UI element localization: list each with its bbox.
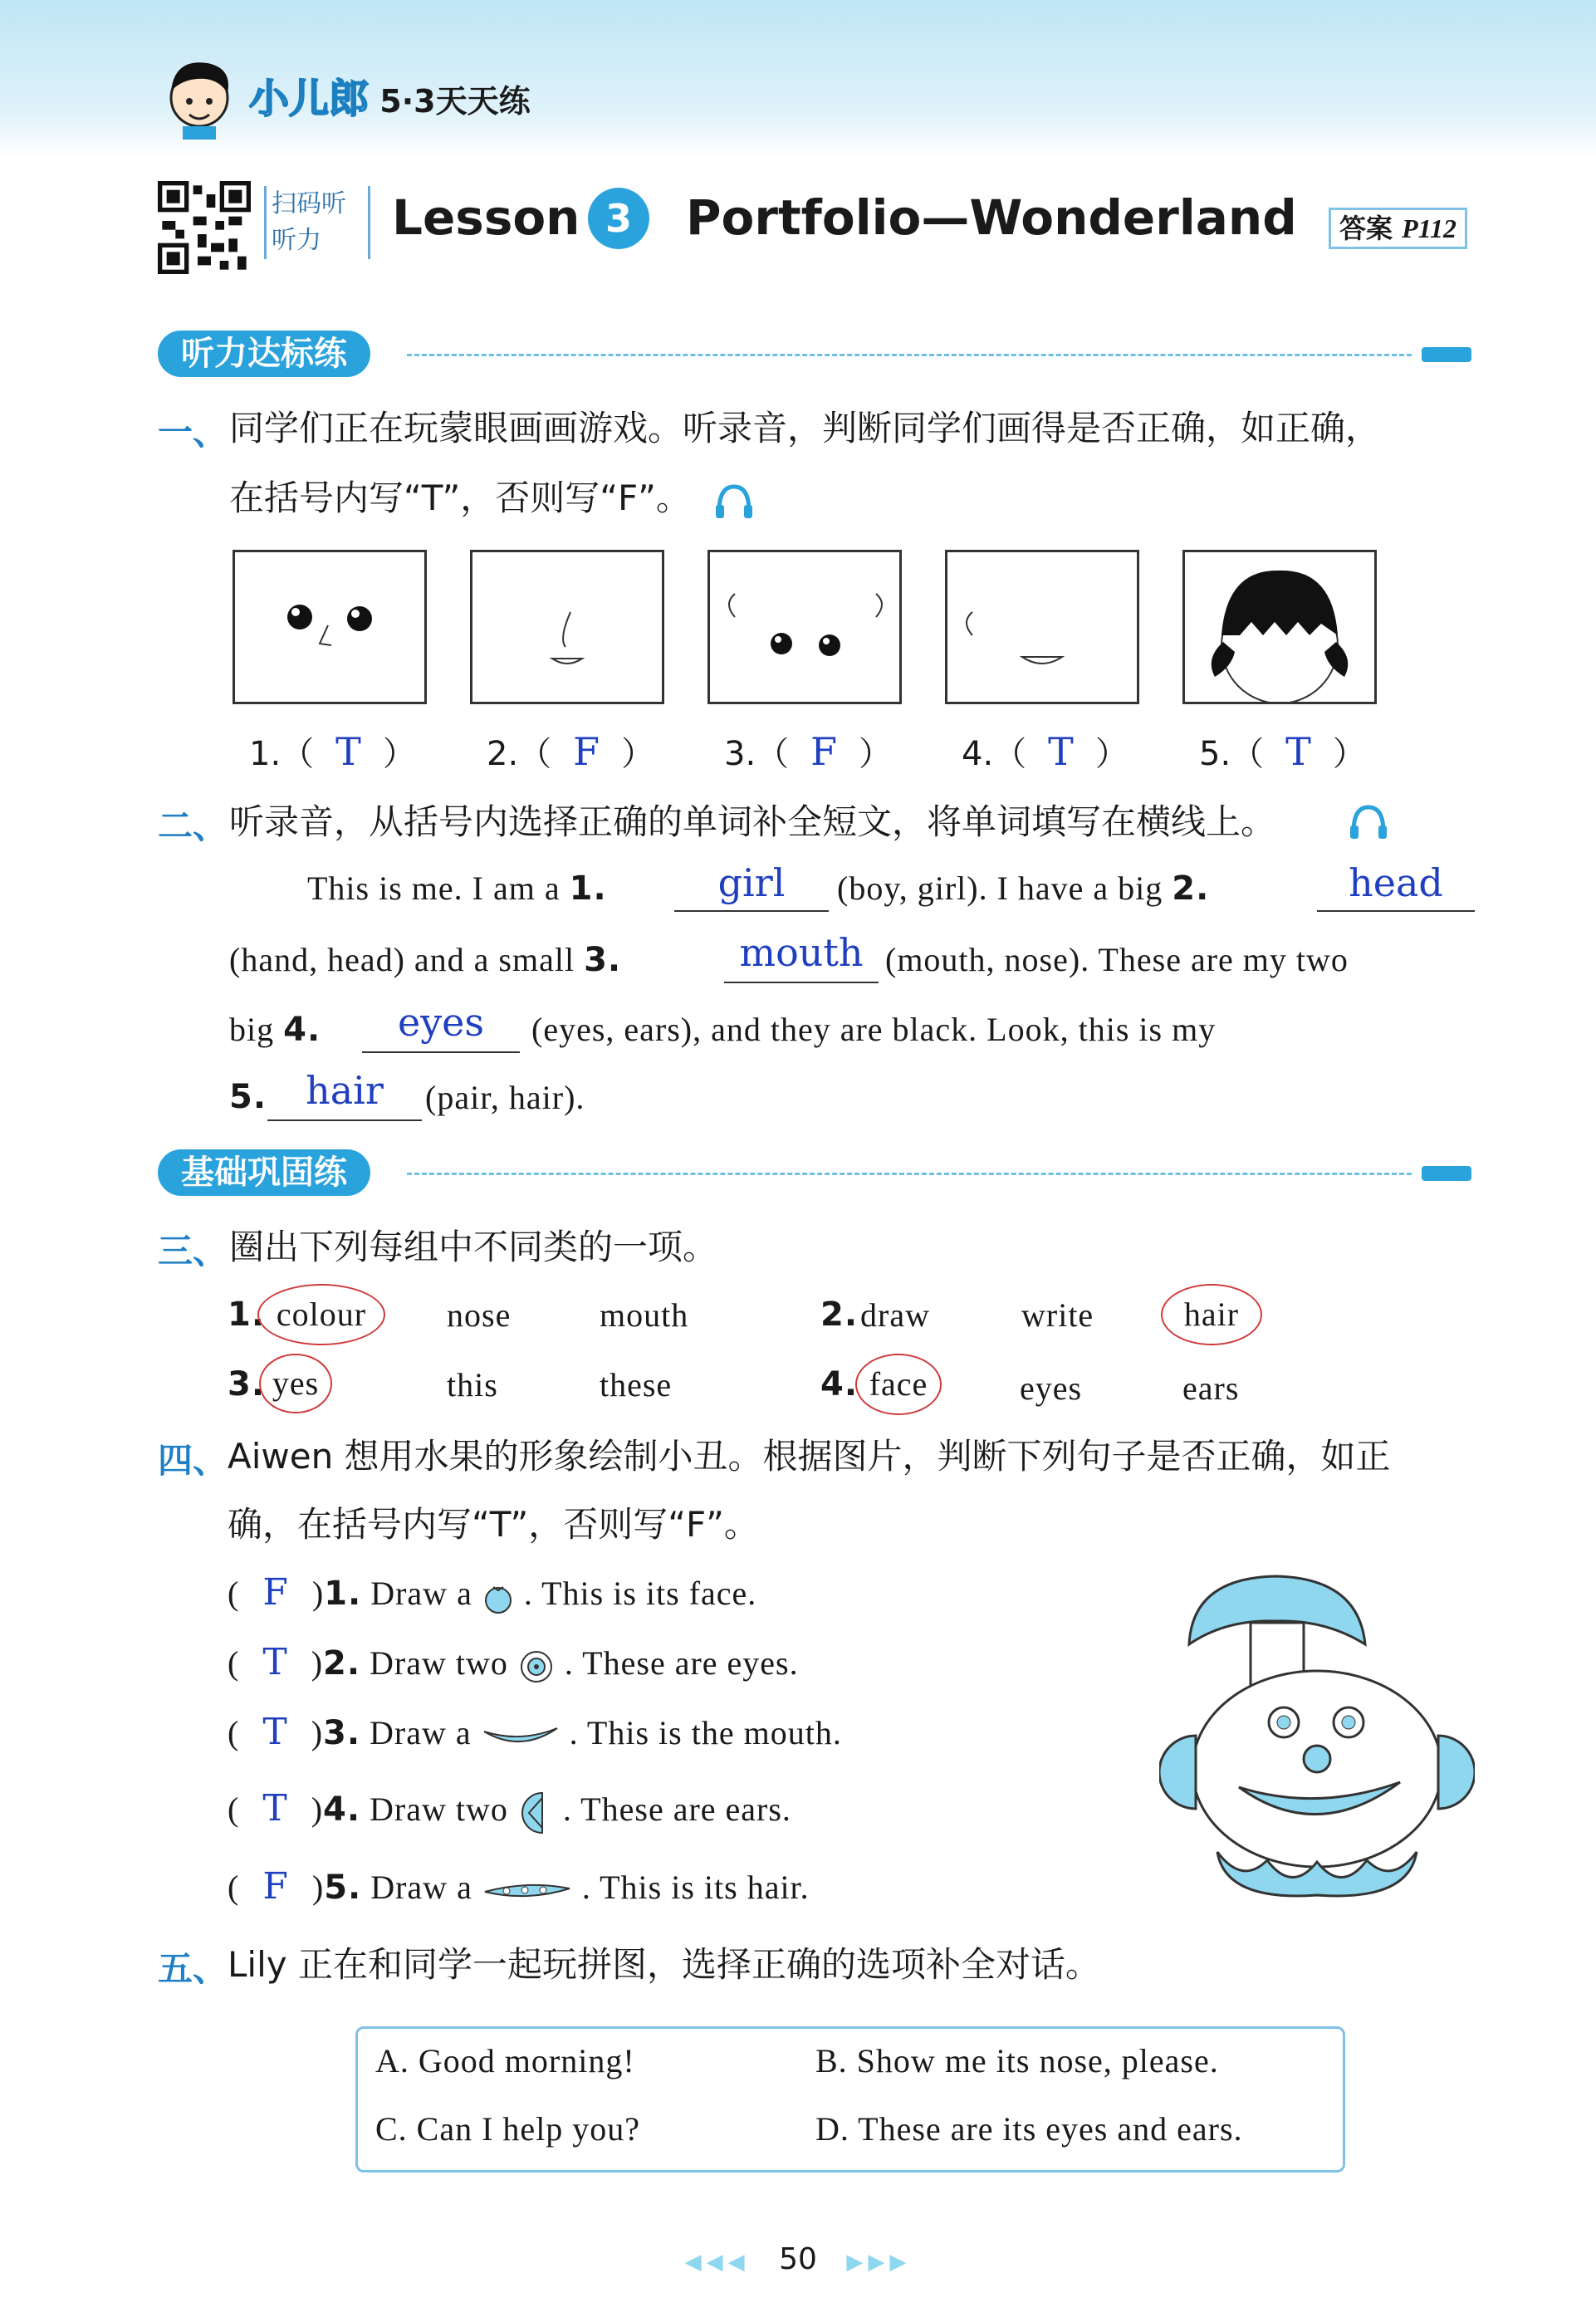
q1-item-3-label: 3.（ xyxy=(724,735,790,773)
blank-4[interactable] xyxy=(362,1000,520,1053)
blank-3[interactable] xyxy=(724,930,879,983)
brand-sub: 5·3天天练 xyxy=(379,83,531,120)
lesson-title: Portfolio—Wonderland xyxy=(686,189,1297,246)
passage-line-2-start xyxy=(229,940,621,979)
q4-item-text: . This is its hair. xyxy=(581,1869,810,1906)
q3-group-1-word-circled[interactable]: colour xyxy=(257,1284,385,1345)
q3-group-1-number: 1. xyxy=(228,1296,266,1334)
q4-item-3: ( T )3. Draw a . This is the mouth. xyxy=(228,1711,842,1753)
banana-icon xyxy=(481,1720,561,1753)
passage-line-1-start xyxy=(307,869,607,908)
option-b[interactable]: B. Show me its nose, please. xyxy=(815,2042,1219,2079)
q3-group-4-word[interactable]: eyes xyxy=(1020,1369,1083,1407)
q1-item-3 xyxy=(724,727,892,775)
passage-line-3-start xyxy=(229,1010,321,1049)
right-arrows-icon: ▶▶▶ xyxy=(846,2250,912,2275)
blank-number: 2. xyxy=(1172,869,1210,908)
q4-item-number: 1. xyxy=(324,1575,362,1613)
scan-to-listen-label: 扫码听听力 xyxy=(264,186,370,259)
q3-number: 三、 xyxy=(158,1231,228,1271)
q4-item-number: 3. xyxy=(323,1714,361,1752)
page-number-row xyxy=(0,2242,1596,2276)
face-drawing-3-icon xyxy=(710,552,899,702)
q1-number: 一、 xyxy=(158,412,228,453)
q1-item-3-close: ） xyxy=(859,735,893,773)
q3-instruction: 圈出下列每组中不同类的一项。 xyxy=(229,1227,718,1267)
q3-group-3-number: 3. xyxy=(228,1365,266,1403)
q4-item-4: ( T )4. Draw two . These are ears. xyxy=(228,1787,791,1836)
divider xyxy=(407,1173,1412,1175)
q3-group-2-word-circled[interactable]: hair xyxy=(1161,1284,1262,1345)
q1-item-4-label: 4.（ xyxy=(962,735,1027,773)
blank-5[interactable] xyxy=(267,1068,422,1121)
q1-item-3-answer[interactable]: F xyxy=(810,729,838,774)
answer-page: P112 xyxy=(1402,213,1456,243)
blank-3-answer: mouth xyxy=(739,930,864,975)
blank-1-answer: girl xyxy=(717,860,786,905)
q5-instruction: Lily 正在和同学一起玩拼图，选择正确的选项补全对话。 xyxy=(228,1944,1100,1985)
q3-group-4-word[interactable]: ears xyxy=(1182,1369,1240,1407)
q2-number: 二、 xyxy=(158,806,228,846)
q1-instruction-1: 同学们正在玩蒙眼画画游戏。听录音，判断同学们画得是否正确，如正确， xyxy=(229,408,1381,448)
left-arrows-icon: ◀◀◀ xyxy=(684,2250,750,2275)
orange-slice-icon xyxy=(517,1790,554,1836)
passage-line-1-end xyxy=(837,869,1209,908)
q1-item-2-label: 2.（ xyxy=(487,735,552,773)
face-picture-2 xyxy=(470,550,664,704)
q1-item-4-answer[interactable]: T xyxy=(1048,729,1074,774)
blank-number: 1. xyxy=(569,869,607,908)
blank-5-answer: hair xyxy=(306,1068,384,1113)
q4-item-3-answer[interactable]: T xyxy=(262,1711,288,1753)
q4-item-text: Draw two xyxy=(370,1644,517,1682)
q1-instruction-2: 在括号内写“T”，否则写“F”。 xyxy=(229,478,691,518)
q1-item-1-label: 1.（ xyxy=(249,735,315,773)
boy-mascot-icon xyxy=(158,50,241,141)
passage-line-4-end: (pair, hair). xyxy=(425,1079,585,1116)
blank-number: 4. xyxy=(283,1011,321,1049)
q3-group-4-word-circled[interactable]: face xyxy=(855,1354,942,1415)
fruit-clown-illustration-icon xyxy=(1159,1570,1475,1902)
q4-instruction-2: 确，在括号内写“T”，否则写“F”。 xyxy=(228,1504,759,1545)
brand-title xyxy=(249,66,531,124)
q3-group-2-word[interactable]: draw xyxy=(860,1296,930,1334)
headphones-icon xyxy=(712,482,756,520)
q1-item-5-close: ） xyxy=(1332,735,1366,773)
q3-group-2-number: 2. xyxy=(820,1296,859,1334)
q1-item-1 xyxy=(249,727,416,775)
q4-item-5-answer[interactable]: F xyxy=(262,1865,289,1908)
option-c[interactable]: C. Can I help you? xyxy=(375,2110,641,2148)
q3-group-1-word[interactable]: nose xyxy=(447,1296,512,1334)
passage-text: This is me. I am a xyxy=(307,869,570,907)
face-picture-4 xyxy=(945,550,1139,704)
pencil-icon xyxy=(1422,347,1471,362)
passage-text: (boy, girl). I have a big xyxy=(837,869,1173,907)
section-banner-listening: 听力达标练 xyxy=(158,331,370,377)
q4-item-1-answer[interactable]: F xyxy=(262,1571,289,1614)
q4-item-number: 2. xyxy=(323,1644,361,1683)
q1-item-2 xyxy=(487,727,654,775)
pea-pod-icon xyxy=(482,1879,573,1903)
blank-number: 5. xyxy=(229,1078,267,1116)
answer-page-ref[interactable] xyxy=(1329,208,1467,249)
q4-item-5: ( F )5. Draw a . This is its hair. xyxy=(228,1865,810,1908)
q4-item-text: . This is the mouth. xyxy=(569,1714,842,1751)
blank-1[interactable] xyxy=(674,860,829,912)
brand-main: 小儿郎 xyxy=(249,76,370,122)
face-picture-5 xyxy=(1182,550,1377,704)
option-d[interactable]: D. These are its eyes and ears. xyxy=(815,2110,1243,2148)
q4-item-1: ( F )1. Draw a . This is its face. xyxy=(228,1571,757,1614)
headphones-icon xyxy=(1347,802,1390,840)
q3-group-1-word[interactable]: mouth xyxy=(600,1296,689,1334)
qr-code-icon xyxy=(158,181,251,274)
lesson-word: Lesson xyxy=(392,189,580,246)
q1-item-4 xyxy=(962,727,1128,775)
page-number: 50 xyxy=(779,2242,817,2276)
q3-group-4-number: 4. xyxy=(820,1365,859,1403)
q1-item-1-close: ） xyxy=(382,735,416,773)
passage-line-2-end xyxy=(885,940,1349,979)
passage-text: (mouth, nose). These are my two xyxy=(885,941,1349,978)
face-drawing-2-icon xyxy=(472,552,662,702)
q4-instruction-1: Aiwen 想用水果的形象绘制小丑。根据图片，判断下列句子是否正确，如正 xyxy=(228,1436,1391,1477)
blank-number: 3. xyxy=(584,941,622,979)
q4-item-text: Draw a xyxy=(370,1575,482,1612)
blank-2[interactable] xyxy=(1317,860,1475,912)
q3-group-2-word[interactable]: write xyxy=(1021,1296,1094,1334)
q4-item-text: Draw a xyxy=(370,1869,482,1906)
lesson-number-badge: 3 xyxy=(588,188,649,249)
q4-item-text: Draw two xyxy=(370,1790,517,1828)
passage-text: big xyxy=(229,1011,284,1048)
q4-item-text: . These are ears. xyxy=(562,1790,791,1828)
passage-text: (eyes, ears), and they are black. Look, this is my xyxy=(531,1011,1217,1048)
face-drawing-4-icon xyxy=(947,552,1137,702)
tomato-icon xyxy=(482,1579,515,1615)
passage-line-3-end xyxy=(531,1010,1216,1049)
q1-item-5-answer[interactable]: T xyxy=(1285,729,1311,774)
answer-label: 答案 xyxy=(1339,213,1393,244)
q4-item-text: Draw a xyxy=(370,1714,481,1751)
q1-item-4-close: ） xyxy=(1094,735,1128,773)
q4-item-number: 4. xyxy=(323,1790,361,1829)
q3-group-3-word-circled[interactable]: yes xyxy=(259,1354,332,1413)
grape-slice-icon xyxy=(517,1648,556,1685)
pencil-icon xyxy=(1422,1166,1471,1181)
q5-number: 五、 xyxy=(158,1948,228,1989)
q1-item-2-answer[interactable]: F xyxy=(573,729,600,774)
q1-item-1-answer[interactable]: T xyxy=(335,729,361,774)
face-picture-3 xyxy=(707,550,902,704)
section-banner-basic: 基础巩固练 xyxy=(158,1149,370,1196)
q4-item-2: ( T )2. Draw two . These are eyes. xyxy=(228,1641,799,1683)
q4-item-number: 5. xyxy=(324,1869,362,1907)
option-a[interactable]: A. Good morning! xyxy=(375,2042,635,2079)
q2-instruction: 听录音，从括号内选择正确的单词补全短文，将单词填写在横线上。 xyxy=(229,801,1276,842)
blank-2-answer: head xyxy=(1349,860,1443,905)
face-picture-1 xyxy=(233,550,427,704)
face-drawing-5-icon xyxy=(1185,552,1374,702)
q3-group-3-word[interactable]: these xyxy=(600,1366,673,1403)
blank-4-answer: eyes xyxy=(397,1000,485,1045)
divider xyxy=(407,354,1412,356)
q3-group-3-word[interactable]: this xyxy=(447,1366,498,1403)
passage-text: (hand, head) and a small xyxy=(229,941,585,978)
q4-item-4-answer[interactable]: T xyxy=(262,1787,288,1830)
q4-number: 四、 xyxy=(158,1440,228,1481)
q4-item-text: . These are eyes. xyxy=(564,1644,799,1682)
q1-item-5-label: 5.（ xyxy=(1199,735,1265,773)
q1-item-5 xyxy=(1199,727,1366,775)
q4-item-2-answer[interactable]: T xyxy=(262,1641,288,1683)
face-drawing-1-icon xyxy=(235,552,424,702)
q1-item-2-close: ） xyxy=(621,735,655,773)
q4-item-text: . This is its face. xyxy=(523,1575,757,1612)
